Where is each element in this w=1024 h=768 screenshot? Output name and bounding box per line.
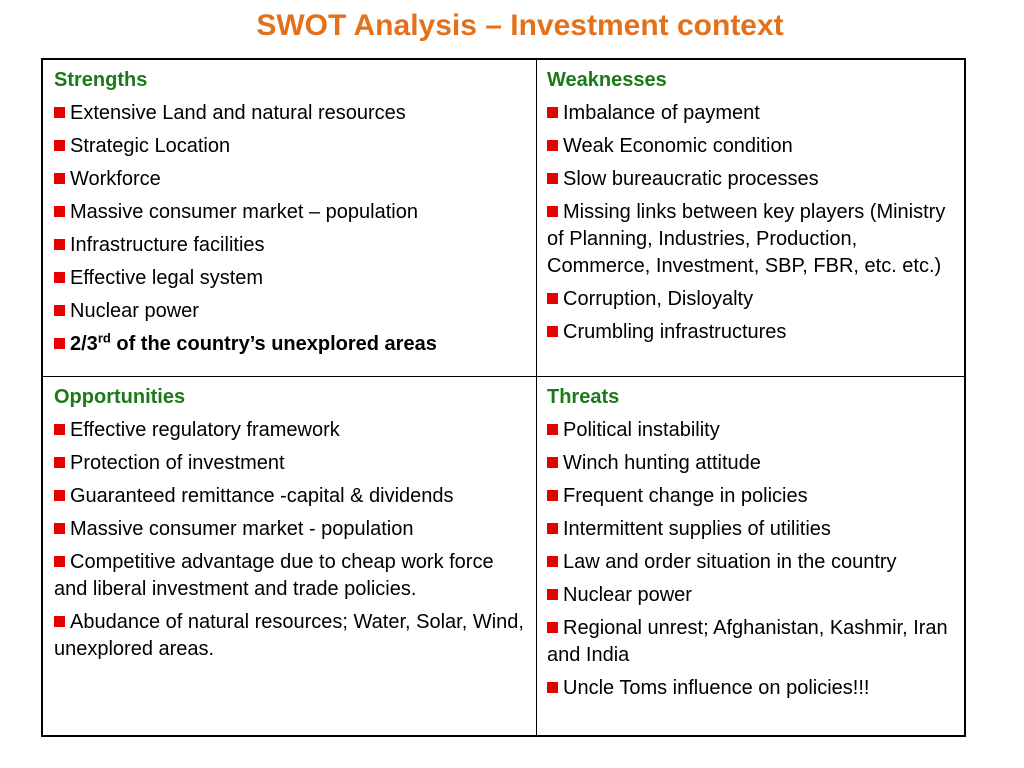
strengths-heading: Strengths — [54, 69, 148, 91]
list-item — [547, 417, 962, 444]
item-text: Imbalance of payment — [563, 102, 760, 124]
opportunities-heading: Opportunities — [54, 386, 186, 408]
list-item — [54, 516, 532, 543]
list-item — [54, 100, 532, 127]
red-square-bullet-icon — [54, 239, 65, 250]
red-square-bullet-icon — [54, 523, 65, 534]
item-text: Intermittent supplies of utilities — [563, 518, 831, 540]
list-item — [54, 450, 532, 477]
red-square-bullet-icon — [54, 305, 65, 316]
list-item — [547, 166, 962, 193]
red-square-bullet-icon — [547, 140, 558, 151]
row-divider — [43, 376, 964, 377]
item-text: Effective legal system — [70, 267, 264, 289]
opportunities-list — [54, 417, 532, 663]
weaknesses-list — [547, 100, 962, 346]
red-square-bullet-icon — [547, 622, 558, 633]
list-item — [54, 232, 532, 259]
list-item — [54, 483, 532, 510]
item-text: Guaranteed remittance -capital & dividends — [70, 485, 454, 507]
list-item — [54, 199, 532, 226]
red-square-bullet-icon — [54, 338, 65, 349]
item-text: Corruption, Disloyalty — [563, 288, 754, 310]
weaknesses-quadrant — [547, 68, 962, 352]
red-square-bullet-icon — [54, 490, 65, 501]
item-text-post: of the country’s unexplored areas — [110, 333, 437, 355]
red-square-bullet-icon — [54, 272, 65, 283]
item-text: Effective regulatory framework — [70, 419, 340, 441]
item-text: Winch hunting attitude — [563, 452, 761, 474]
red-square-bullet-icon — [54, 173, 65, 184]
red-square-bullet-icon — [547, 206, 558, 217]
list-item — [547, 199, 962, 280]
list-item — [547, 516, 962, 543]
weaknesses-heading: Weaknesses — [547, 69, 667, 91]
red-square-bullet-icon — [54, 457, 65, 468]
item-text: Crumbling infrastructures — [563, 321, 787, 343]
item-text: Massive consumer market - population — [70, 518, 414, 540]
list-item — [54, 609, 532, 663]
red-square-bullet-icon — [54, 140, 65, 151]
red-square-bullet-icon — [547, 523, 558, 534]
item-text: Nuclear power — [70, 300, 199, 322]
item-text: Strategic Location — [70, 135, 231, 157]
strengths-last-list — [54, 331, 532, 358]
red-square-bullet-icon — [547, 173, 558, 184]
list-item — [54, 265, 532, 292]
red-square-bullet-icon — [54, 107, 65, 118]
item-text: Workforce — [70, 168, 161, 190]
list-item — [547, 450, 962, 477]
list-item — [54, 298, 532, 325]
red-square-bullet-icon — [547, 682, 558, 693]
item-text: Competitive advantage due to cheap work force and liberal investment and trade policies. — [54, 551, 494, 600]
list-item — [547, 133, 962, 160]
red-square-bullet-icon — [547, 490, 558, 501]
swot-table — [41, 58, 966, 737]
red-square-bullet-icon — [54, 206, 65, 217]
list-item — [54, 417, 532, 444]
item-text-sup: rd — [97, 330, 111, 346]
threats-list — [547, 417, 962, 702]
list-item — [547, 100, 962, 127]
red-square-bullet-icon — [547, 556, 558, 567]
list-item — [547, 615, 962, 669]
list-item — [547, 675, 962, 702]
red-square-bullet-icon — [54, 556, 65, 567]
threats-heading: Threats — [547, 386, 620, 408]
item-text: Massive consumer market – population — [70, 201, 418, 223]
strengths-quadrant — [54, 68, 532, 364]
red-square-bullet-icon — [547, 107, 558, 118]
item-text: Law and order situation in the country — [563, 551, 897, 573]
opportunities-quadrant — [54, 385, 532, 669]
red-square-bullet-icon — [54, 424, 65, 435]
item-text: Protection of investment — [70, 452, 285, 474]
list-item — [547, 319, 962, 346]
item-text: Abudance of natural resources; Water, Solar, Wind, unexplored areas. — [54, 611, 524, 660]
column-divider — [536, 60, 537, 735]
item-text: Political instability — [563, 419, 720, 441]
red-square-bullet-icon — [547, 326, 558, 337]
item-text: Regional unrest; Afghanistan, Kashmir, Iran and India — [547, 617, 948, 666]
red-square-bullet-icon — [547, 589, 558, 600]
item-text: Infrastructure facilities — [70, 234, 265, 256]
list-item — [547, 483, 962, 510]
list-item — [54, 166, 532, 193]
item-text-pre: 2/3 — [70, 333, 98, 355]
list-item — [547, 286, 962, 313]
item-text: Extensive Land and natural resources — [70, 102, 406, 124]
list-item — [54, 331, 532, 358]
list-item — [54, 549, 532, 603]
red-square-bullet-icon — [54, 616, 65, 627]
list-item — [547, 582, 962, 609]
item-text: Uncle Toms influence on policies!!! — [563, 677, 870, 699]
red-square-bullet-icon — [547, 424, 558, 435]
list-item — [547, 549, 962, 576]
item-text: Weak Economic condition — [563, 135, 793, 157]
item-text: Missing links between key players (Ministry of Planning, Industries, Production, Commerce, Investment, SBP, FBR, etc. etc.) — [547, 201, 946, 277]
item-text: Slow bureaucratic processes — [563, 168, 819, 190]
red-square-bullet-icon — [547, 457, 558, 468]
red-square-bullet-icon — [547, 293, 558, 304]
item-text: Nuclear power — [563, 584, 692, 606]
list-item — [54, 133, 532, 160]
item-text: Frequent change in policies — [563, 485, 808, 507]
strengths-list — [54, 100, 532, 325]
page-title: SWOT Analysis – Investment context — [256, 9, 784, 42]
threats-quadrant — [547, 385, 962, 708]
